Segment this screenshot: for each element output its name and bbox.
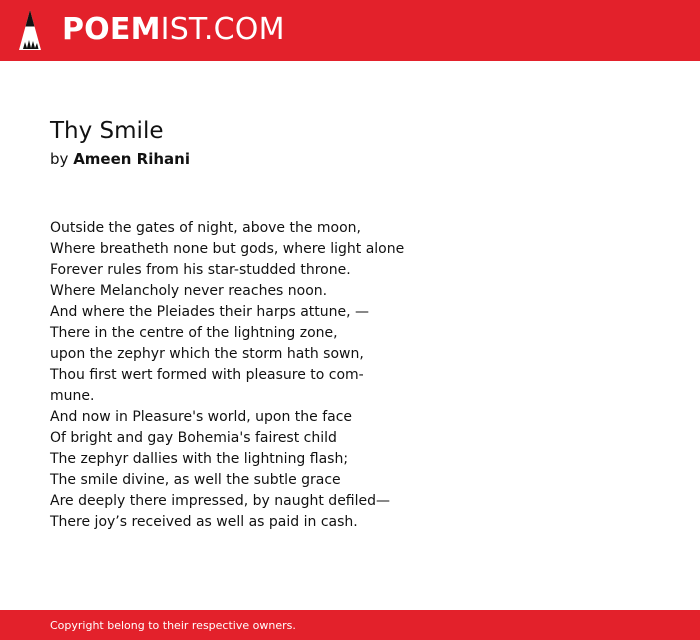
pencil-icon	[18, 9, 42, 51]
poem-line: Thou first wert formed with pleasure to com-	[50, 367, 364, 383]
logo-bold-text: POEM	[62, 12, 161, 47]
poem-line: Where Melancholy never reaches noon.	[50, 283, 328, 299]
poem-line: Forever rules from his star-studded throne.	[50, 262, 351, 278]
poem-line: And where the Pleiades their harps attune, —	[50, 304, 370, 320]
logo-light-text: IST.COM	[160, 12, 285, 47]
author-link[interactable]: Ameen Rihani	[73, 150, 190, 168]
poem-line: Where breatheth none but gods, where light alone	[50, 241, 405, 257]
poem-line: Are deeply there impressed, by naught defiled—	[50, 493, 391, 509]
poem-line: There joy’s received as well as paid in cash.	[50, 514, 358, 530]
site-footer	[0, 610, 700, 640]
poem-line: And now in Pleasure's world, upon the face	[50, 409, 353, 425]
by-label: by	[50, 150, 69, 168]
poem-line: upon the zephyr which the storm hath sown,	[50, 346, 364, 362]
poem-title: Thy Smile	[50, 118, 164, 144]
poem-line: Of bright and gay Bohemia's fairest child	[50, 430, 337, 446]
poem-line: The zephyr dallies with the lightning flash;	[50, 451, 349, 467]
poem-header	[50, 116, 650, 170]
poem-line: There in the centre of the lightning zone,	[50, 325, 338, 341]
poem-line: Outside the gates of night, above the moon,	[50, 220, 362, 236]
site-logo-text	[62, 9, 285, 51]
poem-line: mune.	[50, 388, 95, 404]
poem-byline	[50, 148, 650, 170]
copyright-notice: Copyright belong to their respective owners.	[50, 619, 296, 632]
poem-body	[50, 218, 610, 533]
poem-line: The smile divine, as well the subtle grace	[50, 472, 341, 488]
site-header	[0, 0, 700, 61]
site-logo-link[interactable]	[18, 9, 285, 51]
